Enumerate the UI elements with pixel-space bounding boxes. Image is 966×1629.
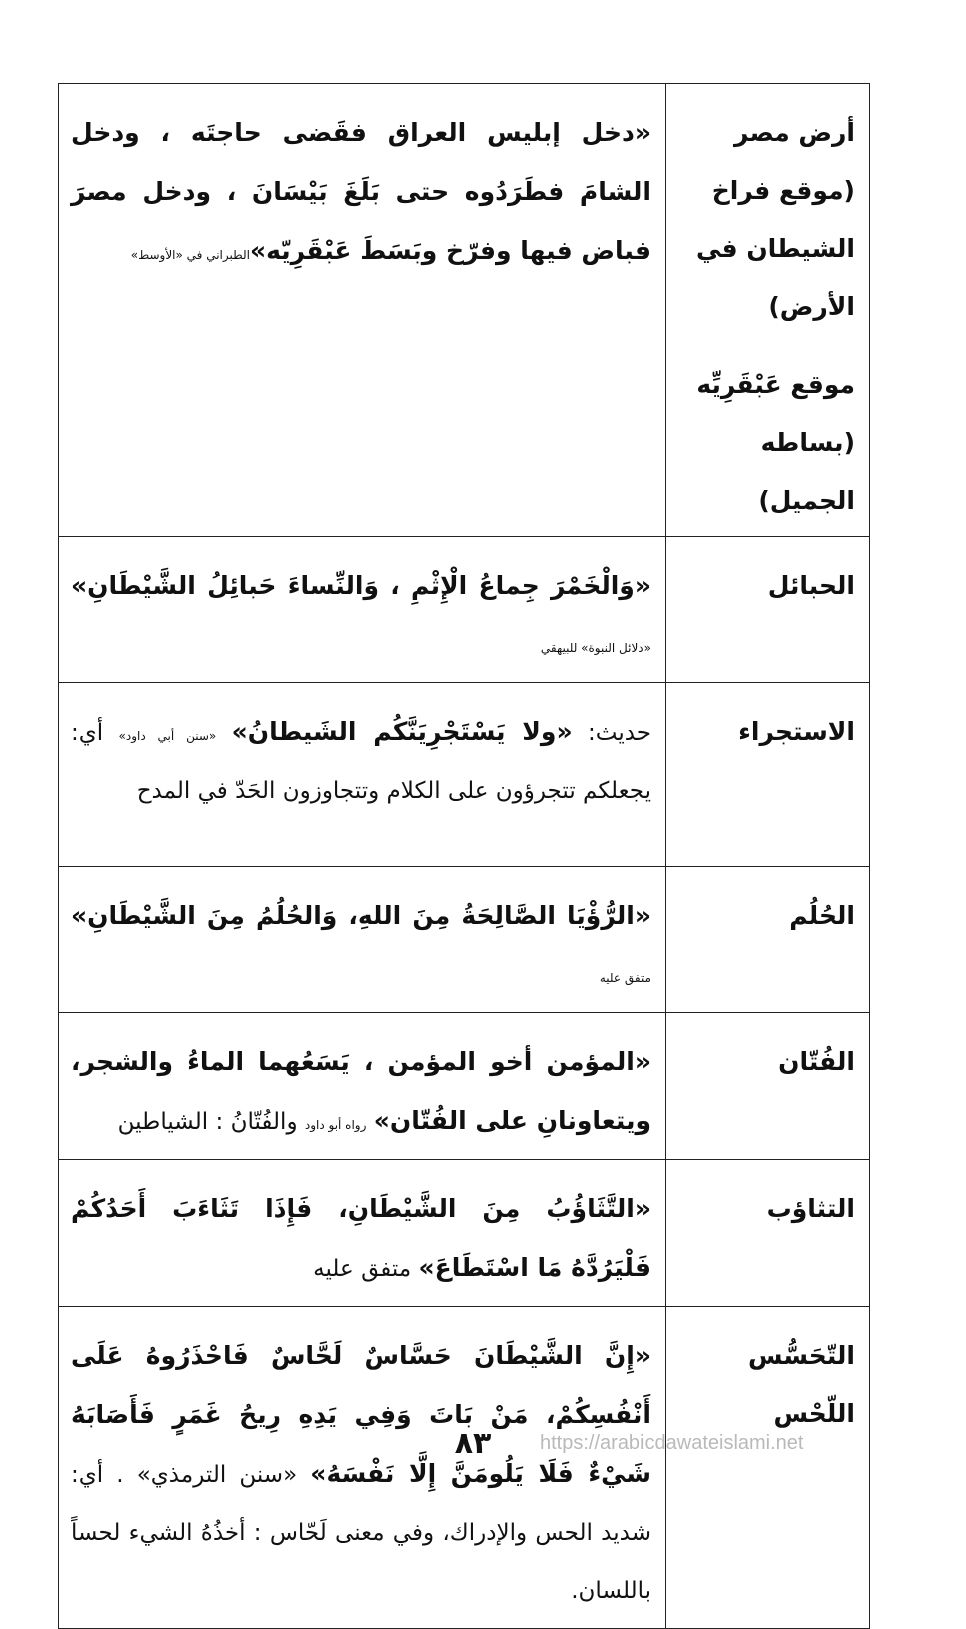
description-cell xyxy=(59,683,666,867)
explanation-text: والفُتّانُ : الشياطين xyxy=(117,1109,298,1135)
page-number: ٨٣ xyxy=(454,1426,492,1461)
hadith-quote: «الرُّؤْيَا الصَّالِحَةُ مِنَ اللهِ، وَالحُلُمُ مِنَ الشَّيْطَانِ» xyxy=(71,901,651,930)
glossary-table xyxy=(58,83,870,1629)
table-row xyxy=(59,683,870,867)
term-secondary-text: موقع عَبْقَرِيِّه (بساطه الجميل) xyxy=(696,370,855,515)
hadith-quote: «دخل إبليس العراق فقَضى حاجتَه ، ودخل الشامَ فطَرَدُوه حتى بَلَغَ بَيْسَانَ ، ودخل مصرَ فباض فيها وفرّخ وبَسَطَ عَبْقَرِيّه» xyxy=(71,118,651,265)
lead-text: حديث: xyxy=(587,720,652,746)
hadith-quote: «ولا يَسْتَجْرِيَنَّكُم الشَيطانُ» xyxy=(231,717,573,746)
table-row xyxy=(59,1307,870,1629)
term-cell xyxy=(666,1160,870,1307)
hadith-quote: «إِنَّ الشَّيْطَانَ حَسَّاسٌ لَحَّاسٌ فَاحْذَرُوهُ عَلَى أَنْفُسِكُمْ، مَنْ بَاتَ وَفِي يَدِهِ رِيحُ غَمَرٍ فَأَصَابَهُ شَيْءٌ فَلَا يَلُومَنَّ إِلَّا نَفْسَهُ» xyxy=(71,1341,651,1488)
source-reference: «سنن أبي داود» xyxy=(118,729,217,743)
description-cell xyxy=(59,867,666,1013)
explanation-text: «سنن الترمذي» . أي: شديد الحس والإدراك، وفي معنى لَحّاس : أخذُهُ الشيء لحساً باللسان. xyxy=(71,1462,651,1604)
term-text: الحُلُم xyxy=(789,901,855,930)
term-cell xyxy=(666,1013,870,1160)
source-reference: رواه أبو داود xyxy=(304,1118,367,1132)
term-text: الاستجراء xyxy=(738,717,855,746)
website-url: https://arabicdawateislami.net xyxy=(540,1432,804,1454)
term-cell xyxy=(666,683,870,867)
table-row xyxy=(59,1160,870,1307)
term-secondary-text: اللّحْس xyxy=(773,1399,855,1428)
table-row xyxy=(59,537,870,683)
hadith-quote: «وَالْخَمْرَ جِماعُ الْإِثْمِ ، وَالنِّساءَ حَبائِلُ الشَّيْطَانِ» xyxy=(71,571,651,600)
source-reference: «دلائل النبوة» للبيهقي xyxy=(540,641,651,655)
table-row xyxy=(59,867,870,1013)
description-cell xyxy=(59,1307,666,1629)
table-row xyxy=(59,1013,870,1160)
hadith-quote: «المؤمن أخو المؤمن ، يَسَعُهما الماءُ والشجر، ويتعاونانِ على الفُتّان» xyxy=(71,1047,651,1135)
term-cell xyxy=(666,537,870,683)
explanation-text: أي: يجعلكم تتجرؤون على الكلام وتتجاوزون الحَدّ في المدح xyxy=(71,720,651,804)
term-text: التّحَسُّس xyxy=(748,1341,855,1370)
term-text: الحبائل xyxy=(767,571,855,600)
hadith-quote: «التَّثَاؤُبُ مِنَ الشَّيْطَانِ، فَإِذَا تَثَاءَبَ أَحَدُكُمْ فَلْيَرُدَّهُ مَا اسْتَطَاعَ» xyxy=(71,1194,651,1282)
term-cell xyxy=(666,867,870,1013)
term-cell xyxy=(666,84,870,537)
source-reference: الطبراني في «الأوسط» xyxy=(130,248,250,262)
term-text: الفُتّان xyxy=(778,1047,855,1076)
term-text: التثاؤب xyxy=(766,1194,855,1223)
term-text: أرض مصر (موقع فراخ الشيطان في الأرض) xyxy=(695,118,855,321)
description-cell xyxy=(59,1013,666,1160)
description-cell xyxy=(59,84,666,537)
term-cell xyxy=(666,1307,870,1629)
table-row xyxy=(59,84,870,537)
source-reference: متفق عليه xyxy=(599,971,651,985)
description-cell xyxy=(59,1160,666,1307)
source-note: متفق عليه xyxy=(313,1256,412,1282)
description-cell xyxy=(59,537,666,683)
